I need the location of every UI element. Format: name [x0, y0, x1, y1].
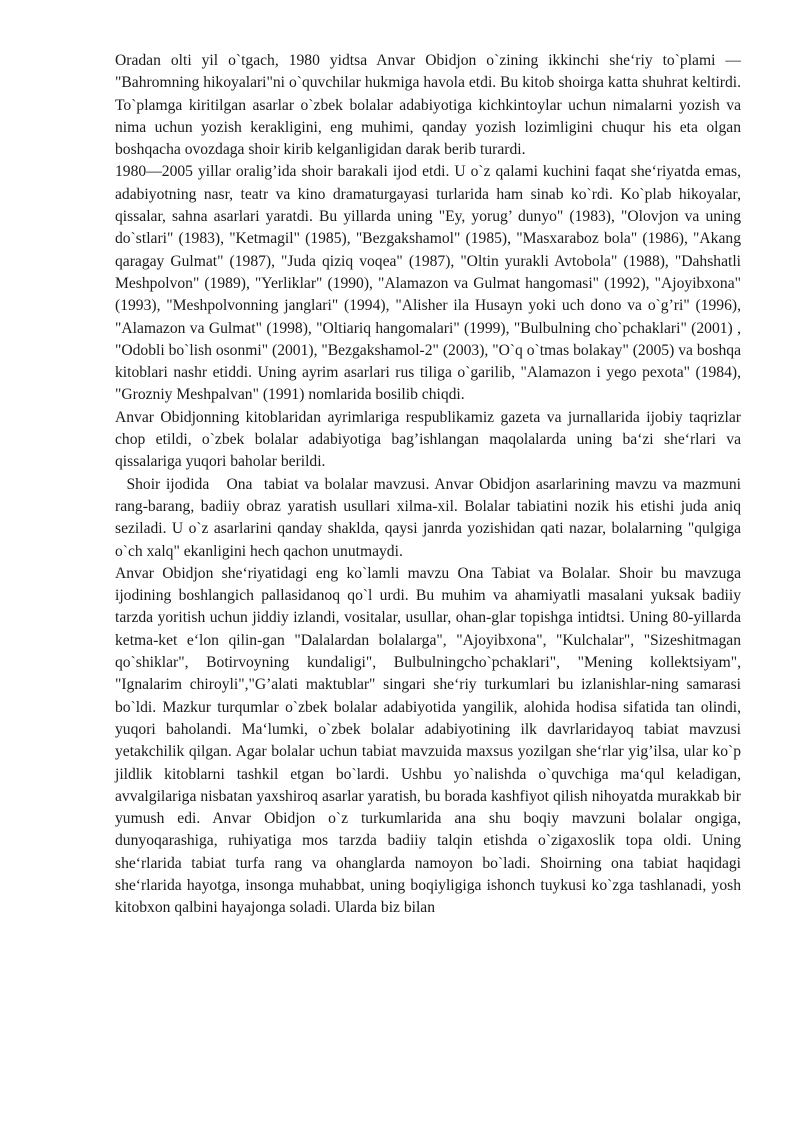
paragraph-nature-and-children: Anvar Obidjon she‘riyatidagi eng ko`lamli mavzu Ona Tabiat va Bolalar. Shoir bu mavzuga ijodining boshlangich pallasidanoq qo`l urdi. Bu muhim va ahamiyatli masalani yuksak badiiy tarzda yoritish uchun jiddiy izlandi, vositalar, usullar, ohan-glar topishga intidtsi. Uning 80-yillarda ketma-ket e‘lon qilin-gan "Dalalardan bolalarga", "Ajoyibxona", "Kulchalar", "Sizeshitmagan qo`shiklar", Botirvoyning kundaligi", Bulbulningcho`pchaklari", "Mening kollektsiyam", "Ignalarim chiroyli","G’alati maktublar" singari she‘riy turkumlari bu izlanishlar-ning samarasi bo`ldi. Mazkur turqumlar o`zbek bolalar adabiyotida yangilik, alohida hodisa sifatida tan olindi, yuqori baholandi. Ma‘lumki, o`zbek bolalar adabiyotining ilk davrlaridayoq tabiat mavzusi yetakchilik qilgan. Agar bolalar uchun tabiat mavzuida maxsus yozilgan she‘rlar yig’ilsa, ular ko`p jildlik kitoblarni tashkil etgan bo`lardi. Ushbu yo`nalishda o`quvchiga ma‘qul keladigan, avvalgilariga nisbatan yaxshiroq asarlar yaratish, bu borada kashfiyot qilish nihoyatda murakkab bir yumush edi. Anvar Obidjon o`z turkumlarida ana shu boqiy mavzuni bolalar ongiga, dunyoqarashiga, ruhiyatiga mos tarzda badiiy talqin etishda o`zigaxoslik topa oldi. Uning she‘rlarida tabiat turfa rang va ohanglarda namoyon bo`ladi. Shoirning ona tabiat haqidagi she‘rlarida hayotga, insonga muhabbat, uning boqiyligiga ishonch tuykusi ko`zga tashlanadi, yosh kitobxon qalbini hayajonga soladi. Ularda biz bilan — [115, 564, 741, 917]
paragraph-works-1980-2005: 1980—2005 yillar oralig’ida shoir barakali ijod etdi. U o`z qalami kuchini faqat she‘riyatda emas, adabiyotning nasr, teatr va kino dramaturgayasi turlarida ham sinab ko`rdi. Ko`plab hikoyalar, qissalar, sahna asarlari yaratdi. Bu yillarda uning "Ey, yorug’ dunyo" (1983), "Olovjon va uning do`stlari" (1983), "Ketmagil" (1985), "Bezgakshamol" (1985), "Masxaraboz bola" (1986), "Akang qaragay Gulmat" (1987), "Juda qiziq voqea" (1987), "Oltin yurakli Avtobola" (1988), "Dahshatli Meshpolvon" (1989), "Yerliklar" (1990), "Alamazon va Gulmat hangomasi" (1992), "Ajoyibxona" (1993), "Meshpolvonning janglari" (1994), "Alisher ila Husayn yoki uch dono va o`g’ri" (1996), "Alamazon va Gulmat" (1998), "Oltiariq hangomalari" (1999), "Bulbulning cho`pchaklari" (2001) , "Odobli bo`lish osonmi" (2001), "Bezgakshamol-2" (2003), "O`q o`tmas bolakay" (2005) va boshqa kitoblari nashr etiddi. Uning ayrim asarlari rus tiliga o`garilib, "Alamazon i yego pexota" (1984), "Grozniy Meshpalvan" (1991) nomlarida bosilib chiqdi. — [115, 163, 741, 404]
paragraph-nature-theme-intro: Shoir ijodida Ona tabiat va bolalar mavzusi. Anvar Obidjon asarlarining mavzu va mazmuni rang-barang, badiiy obraz yaratish usullari xilma-xil. Bolalar tabiatini nozik his etishi juda aniq seziladi. U o`z asarlarini qanday shaklda, qaysi janrda yozishidan qati nazar, bolalarning "qulgiga o`ch xalq" ekanligini hech qachon unutmaydi. — [115, 475, 745, 560]
document-page — [115, 50, 745, 920]
paragraph-bahromning-hikoyalari: Oradan olti yil o`tgach, 1980 yidtsa Anvar Obidjon o`zining ikkinchi she‘riy to`plami — "Bahromning hikoyalari"ni o`quvchilar hukmiga havola etdi. Bu kitob shoirga katta shuhrat keltirdi. To`plamga kiritilgan asarlar o`zbek bolalar adabiyotiga kichkintoylar uchun nimalarni yozish va nima uchun yozish kerakligini, eng muhimi, qanday yozish lozimligini chuqur his eta olgan boshqacha ovozdaga shoir kirib kelganligidan darak berib turardi. — [115, 52, 741, 159]
paragraph-reviews: Anvar Obidjonning kitoblaridan ayrimlariga respublikamiz gazeta va jurnallarida ijobiy taqrizlar chop etildi, o`zbek bolalar adabiyotiga bag’ishlangan maqolalarda uning ba‘zi she‘rlari va qissalariga yuqori baholar berildi. — [115, 408, 741, 471]
